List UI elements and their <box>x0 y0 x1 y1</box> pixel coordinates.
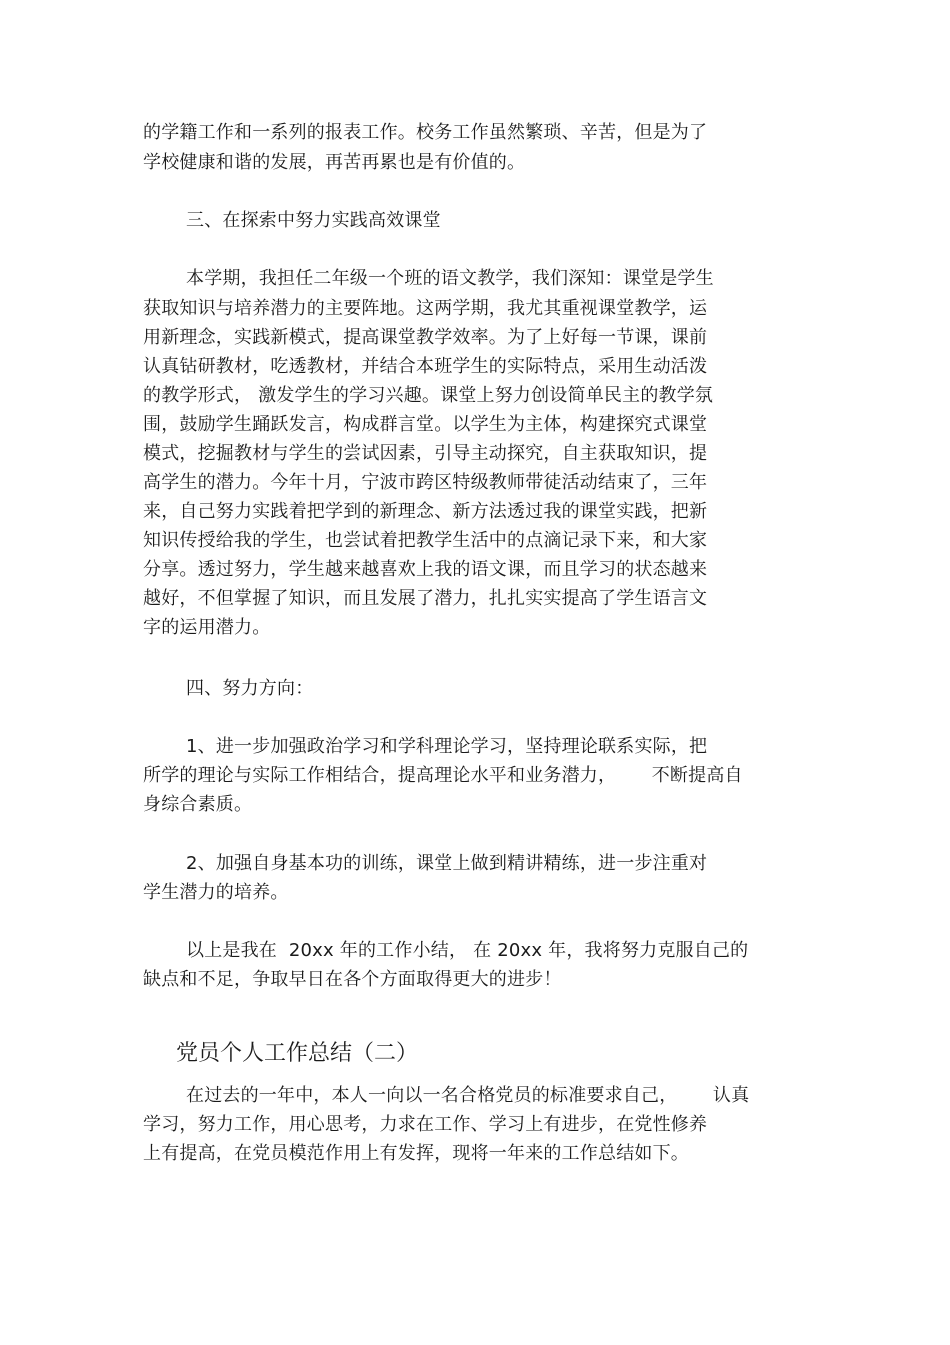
intro-line: 在过去的一年中，本人一向以一名合格党员的标准要求自己， 认真 <box>186 1085 750 1106</box>
paragraph-line: 模式，挖掘教材与学生的尝试因素，引导主动探究，自主获取知识，提 <box>143 443 708 464</box>
paragraph-line: 用新理念，实践新模式，提高课堂教学效率。为了上好每一节课，课前 <box>143 327 708 348</box>
list-item-1-line: 所学的理论与实际工作相结合，提高理论水平和业务潜力， 不断提高自 <box>143 765 743 786</box>
closing-line: 缺点和不足，争取早日在各个方面取得更大的进步！ <box>143 969 562 990</box>
section-heading-4: 四、努力方向： <box>186 678 314 699</box>
paragraph-line: 获取知识与培养潜力的主要阵地。这两学期，我尤其重视课堂教学，运 <box>143 298 708 319</box>
intro-line: 学习，努力工作，用心思考，力求在工作、学习上有进步，在党性修养 <box>143 1114 708 1135</box>
closing-line: 以上是我在 20xx 年的工作小结， 在 20xx 年，我将努力克服自己的 <box>186 940 749 961</box>
paragraph-line: 认真钻研教材，吃透教材，并结合本班学生的实际特点，采用生动活泼 <box>143 356 708 377</box>
paragraph-line: 越好，不但掌握了知识，而且发展了潜力，扎扎实实提高了学生语言文 <box>143 588 708 609</box>
list-item-2-line: 学生潜力的培养。 <box>143 882 289 903</box>
document-title-part2: 党员个人工作总结（二） <box>176 1041 419 1066</box>
paragraph-line: 的学籍工作和一系列的报表工作。校务工作虽然繁琐、辛苦，但是为了 <box>143 122 708 143</box>
paragraph-line: 来，自己努力实践着把学到的新理念、新方法透过我的课堂实践，把新 <box>143 501 708 522</box>
list-item-1-line: 身综合素质。 <box>143 794 253 815</box>
paragraph-line: 高学生的潜力。今年十月，宁波市跨区特级教师带徒活动结束了，三年 <box>143 472 708 493</box>
paragraph-line: 分享。透过努力，学生越来越喜欢上我的语文课，而且学习的状态越来 <box>143 559 708 580</box>
paragraph-line: 的教学形式， 激发学生的学习兴趣。课堂上努力创设简单民主的教学氛 <box>143 385 714 406</box>
intro-line: 上有提高，在党员模范作用上有发挥，现将一年来的工作总结如下。 <box>143 1143 689 1164</box>
list-item-1-line: 1、进一步加强政治学习和学科理论学习，坚持理论联系实际，把 <box>186 736 708 757</box>
paragraph-line: 知识传授给我的学生，也尝试着把教学生活中的点滴记录下来，和大家 <box>143 530 708 551</box>
paragraph-line: 围，鼓励学生踊跃发言，构成群言堂。以学生为主体，构建探究式课堂 <box>143 414 708 435</box>
list-item-2-line: 2、加强自身基本功的训练，课堂上做到精讲精练，进一步注重对 <box>186 853 708 874</box>
paragraph-line: 字的运用潜力。 <box>143 617 271 638</box>
paragraph-line: 本学期，我担任二年级一个班的语文教学，我们深知：课堂是学生 <box>186 268 714 289</box>
paragraph-line: 学校健康和谐的发展，再苦再累也是有价值的。 <box>143 152 526 173</box>
section-heading-3: 三、在探索中努力实践高效课堂 <box>186 210 441 231</box>
